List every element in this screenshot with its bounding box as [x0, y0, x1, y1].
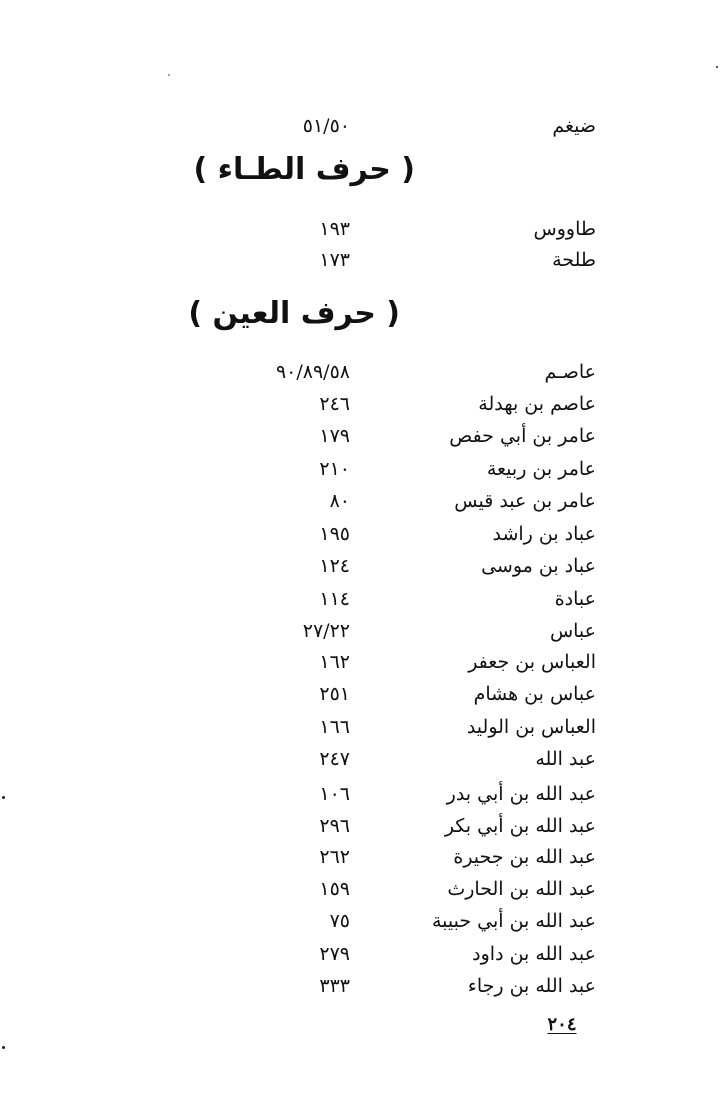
entry-name: طلحة: [552, 249, 596, 271]
index-entry: [0, 390, 726, 422]
entry-name: عبد الله بن أبي بدر: [446, 783, 596, 805]
index-entry: [0, 617, 726, 649]
index-entry: [0, 713, 726, 745]
index-entry: [0, 422, 726, 454]
entry-pages: ٢٤٧: [319, 748, 350, 770]
index-entry: [0, 358, 726, 390]
entry-pages: ١٥٩: [319, 878, 350, 900]
entry-name: عبادة: [554, 588, 596, 610]
entry-name: عبد الله بن جحيرة: [453, 846, 596, 868]
section-heading-ain: ( حرف العين ): [188, 296, 400, 331]
entry-pages: ٢٧٩: [319, 943, 350, 965]
entry-pages: ١٦٦: [319, 716, 350, 738]
entry-pages: ٢٤٦: [319, 393, 350, 415]
index-entry: [0, 907, 726, 939]
scan-speck: [168, 74, 170, 76]
index-entry: [0, 215, 726, 247]
entry-name: ضيغم: [552, 115, 596, 137]
index-entry: [0, 112, 726, 144]
entry-pages: ١٧٩: [319, 425, 350, 447]
entry-name: عبد الله بن الحارث: [447, 878, 596, 900]
index-entry: [0, 940, 726, 972]
index-entry: [0, 552, 726, 584]
entry-name: عباس: [549, 620, 596, 642]
index-entry: [0, 680, 726, 712]
entry-name: عاصـم: [544, 361, 596, 383]
entry-pages: ١٢٤: [319, 555, 350, 577]
scan-speck: [716, 66, 718, 68]
entry-name: عبد الله بن داود: [472, 943, 596, 965]
index-entry: [0, 780, 726, 812]
entry-name: عامر بن أبي حفص: [449, 425, 596, 447]
entry-name: عبد الله: [535, 748, 596, 770]
section-heading-ta: ( حرف الطـاء ): [193, 152, 415, 187]
index-entry: [0, 812, 726, 844]
entry-pages: ٩٠/٨٩/٥٨: [275, 361, 350, 383]
entry-pages: ٨٠: [329, 490, 350, 512]
entry-name: عبد الله بن أبي بكر: [444, 815, 596, 837]
entry-name: عامر بن ربيعة: [486, 458, 596, 480]
entry-name: عباد بن راشد: [492, 523, 596, 545]
scan-speck: [2, 796, 5, 799]
index-entry: [0, 585, 726, 617]
entry-pages: ٢١٠: [319, 458, 350, 480]
entry-name: عبد الله بن رجاء: [467, 975, 596, 997]
entry-pages: ١٦٢: [319, 651, 350, 673]
entry-name: طاووس: [533, 218, 596, 240]
entry-name: العباس بن جعفر: [468, 651, 596, 673]
entry-pages: ١٧٣: [319, 249, 350, 271]
index-entry: [0, 246, 726, 278]
entry-pages: ٥١/٥٠: [302, 115, 350, 137]
entry-pages: ٢٧/٢٢: [302, 620, 350, 642]
scan-speck: [2, 1046, 5, 1049]
index-entry: [0, 648, 726, 680]
entry-pages: ٢٦٢: [319, 846, 350, 868]
entry-pages: ٣٣٣: [319, 975, 350, 997]
entry-pages: ١١٤: [319, 588, 350, 610]
entry-pages: ٧٥: [329, 910, 350, 932]
index-entry: [0, 455, 726, 487]
entry-pages: ٢٩٦: [319, 815, 350, 837]
page-number: ٢٠٤: [547, 1014, 577, 1035]
entry-name: عباد بن موسى: [481, 555, 596, 577]
index-entry: [0, 875, 726, 907]
index-entry: [0, 520, 726, 552]
index-entry: [0, 972, 726, 1004]
entry-pages: ١٩٥: [319, 523, 350, 545]
entry-name: عاصم بن بهدلة: [478, 393, 596, 415]
entry-pages: ١٠٦: [319, 783, 350, 805]
entry-name: عباس بن هشام: [473, 683, 596, 705]
entry-pages: ٢٥١: [319, 683, 350, 705]
entry-name: عامر بن عبد قيس: [454, 490, 596, 512]
entry-pages: ١٩٣: [319, 218, 350, 240]
index-entry: [0, 745, 726, 777]
index-entry: [0, 487, 726, 519]
entry-name: عبد الله بن أبي حبيبة: [431, 910, 596, 932]
index-entry: [0, 843, 726, 875]
entry-name: العباس بن الوليد: [466, 716, 596, 738]
